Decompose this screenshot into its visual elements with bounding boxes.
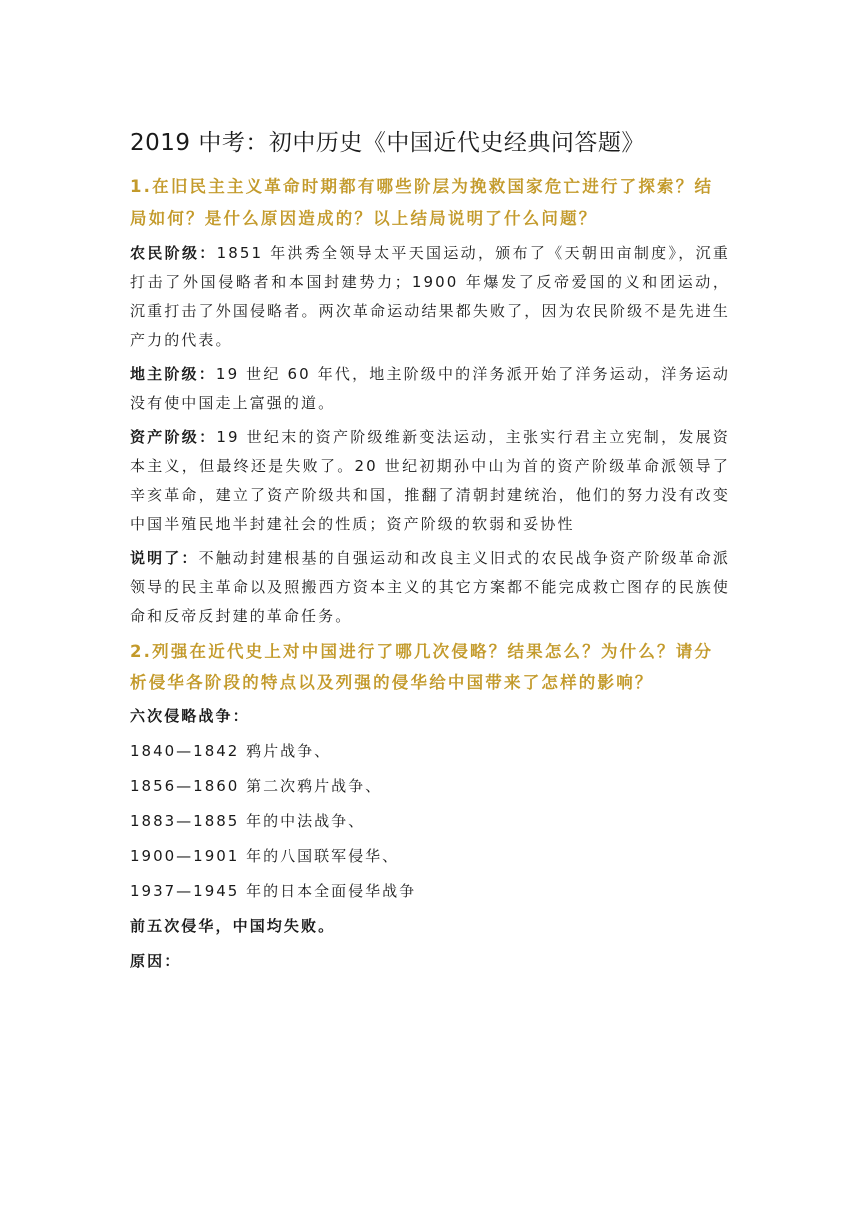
answer-peasant-class [130, 239, 730, 355]
result-statement: 前五次侵华，中国均失败。 [130, 917, 336, 935]
list-item: 1840—1842 鸦片战争、 [130, 742, 332, 760]
section-label: 农民阶级： [130, 244, 217, 262]
document-body [130, 171, 730, 982]
document-title: 2019 中考：初中历史《中国近代史经典问答题》 [130, 130, 645, 157]
answer-landlord-class [130, 360, 730, 418]
list-item: 1856—1860 第二次鸦片战争、 [130, 777, 383, 795]
section-text: 1851 年洪秀全领导太平天国运动，颁布了《天朝田亩制度》，沉重打击了外国侵略者和本国封建势力；1900 年爆发了反帝爱国的义和团运动，沉重打击了外国侵略者。两次革命运动结果都失败了，因为农民阶级不是先进生产力的代表。 [130, 244, 730, 349]
section-label: 说明了： [130, 549, 199, 567]
wars-list-title: 六次侵略战争： [130, 707, 250, 725]
section-label: 地主阶级： [130, 365, 216, 383]
answer-conclusion [130, 544, 730, 631]
list-item: 1883—1885 年的中法战争、 [130, 812, 366, 830]
section-label: 资产阶级： [130, 428, 217, 446]
list-item: 1937—1945 年的日本全面侵华战争 [130, 882, 417, 900]
reason-label: 原因： [130, 952, 182, 970]
section-text: 不触动封建根基的自强运动和改良主义旧式的农民战争资产阶级革命派领导的民主革命以及照搬西方资本主义的其它方案都不能完成救亡图存的民族使命和反帝反封建的革命任务。 [130, 549, 730, 625]
list-item: 1900—1901 年的八国联军侵华、 [130, 847, 400, 865]
question-2: 2.列强在近代史上对中国进行了哪几次侵略？结果怎么？为什么？请分析侵华各阶段的特点以及列强的侵华给中国带来了怎样的影响？ [130, 642, 714, 692]
answer-bourgeois-class [130, 423, 730, 539]
section-text: 19 世纪 60 年代，地主阶级中的洋务派开始了洋务运动，洋务运动没有使中国走上富强的道。 [130, 365, 730, 412]
question-1: 1.在旧民主主义革命时期都有哪些阶层为挽救国家危亡进行了探索？结局如何？是什么原因造成的？以上结局说明了什么问题？ [130, 177, 714, 228]
wars-list [130, 737, 730, 906]
section-text: 19 世纪末的资产阶级维新变法运动，主张实行君主立宪制，发展资本主义，但最终还是失败了。20 世纪初期孙中山为首的资产阶级革命派领导了辛亥革命，建立了资产阶级共和国，推翻了清朝封建统治，他们的努力没有改变中国半殖民地半封建社会的性质；资产阶级的软弱和妥协性 [130, 428, 730, 533]
